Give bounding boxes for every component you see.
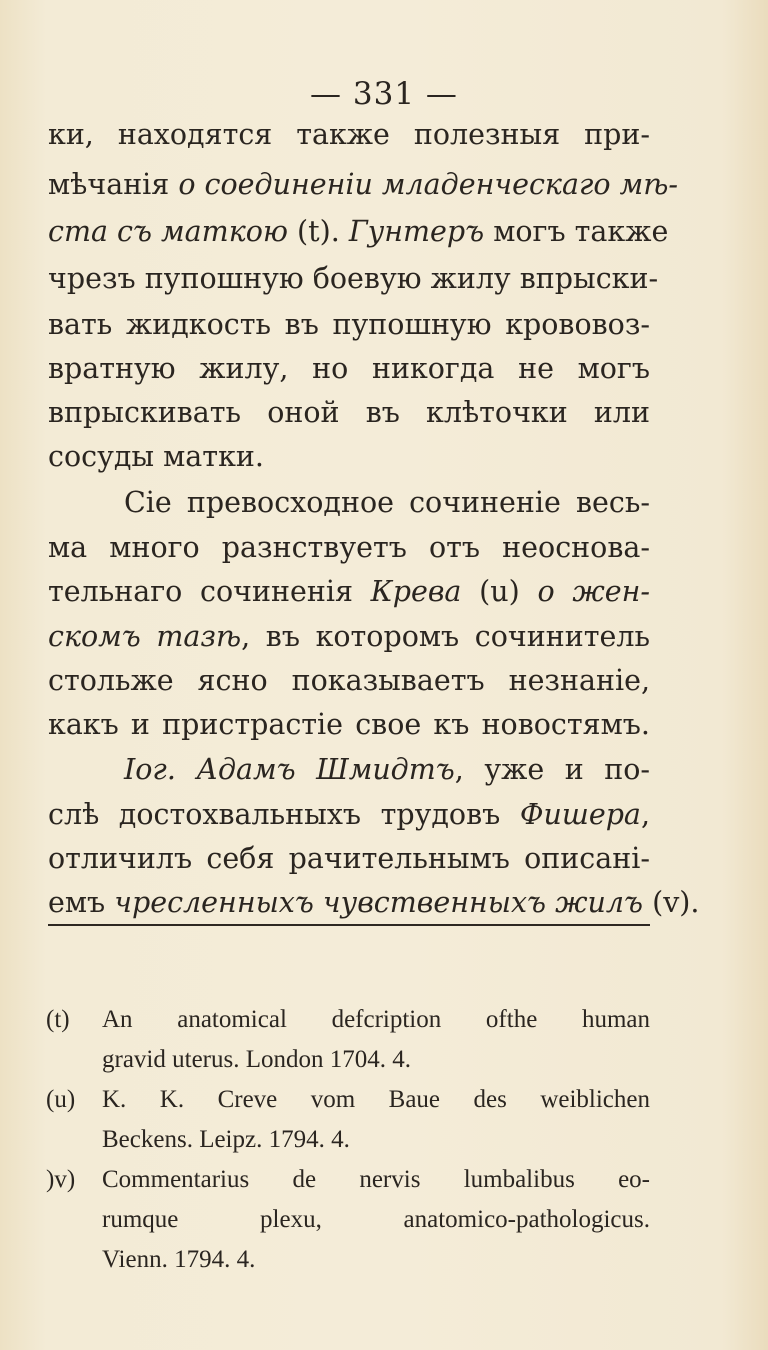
footnote-mark: )v) — [46, 1166, 76, 1193]
text-line: впрыскивать оной въ клѣточки или — [48, 396, 650, 429]
footnote-mark: (u) — [46, 1086, 76, 1113]
text-line: емъ чресленныхъ чувственныхъ жилъ (v). — [48, 886, 700, 919]
footnote-text: Commentarius de nervis lumbalibus eo- — [102, 1166, 650, 1193]
text-line: чрезъ пупошную боевую жилу впрыски- — [48, 262, 659, 295]
footnote — [46, 1200, 650, 1240]
footnote-text: rumque plexu, anatomico-pathologicus. — [102, 1206, 650, 1233]
footnote-text: K. K. Creve vom Baue des weiblichen — [102, 1086, 650, 1113]
footnote-divider — [48, 924, 650, 926]
text-line: Сіе превосходное сочиненіе весь- — [124, 486, 650, 519]
footnote — [46, 1080, 650, 1120]
text-line: ки, находятся также полезныя при- — [48, 118, 650, 151]
text-line: ста съ маткою (t). Гунтеръ могъ также — [48, 215, 669, 248]
text-line: тельнаго сочиненія Крева (u) о жен- — [48, 575, 650, 608]
text-line: вать жидкость въ пупошную крововоз- — [48, 308, 650, 341]
text-line: какъ и пристрастіе свое къ новостямъ. — [48, 708, 650, 741]
footnote — [46, 1000, 650, 1040]
text-line: отличилъ себя рачительнымъ описані- — [48, 842, 650, 875]
footnote — [46, 1160, 650, 1200]
text-line: слѣ достохвальныхъ трудовъ Фишера, — [48, 798, 650, 831]
text-line: сосуды матки. — [48, 440, 264, 473]
footnote-text: An anatomical defcription ofthe human — [102, 1006, 650, 1033]
page-number: — 331 — — [310, 76, 458, 112]
footnote-text: Beckens. Leipz. 1794. 4. — [102, 1126, 350, 1153]
footnote-mark: (t) — [46, 1006, 70, 1033]
text-line: скомъ тазѣ, въ которомъ сочинитель — [48, 620, 650, 653]
text-line: мѣчанія о соединеніи младенческаго мѣ- — [48, 168, 678, 201]
footnote — [46, 1240, 650, 1280]
text-line: вратную жилу, но никогда не могъ — [48, 352, 650, 385]
footnote-text: gravid uterus. London 1704. 4. — [102, 1046, 411, 1073]
footnote-text: Vienn. 1794. 4. — [102, 1246, 256, 1273]
footnote — [46, 1040, 650, 1080]
text-line: Іог. Адамъ Шмидтъ, уже и по- — [124, 753, 650, 786]
footnote — [46, 1120, 650, 1160]
text-line: стольже ясно показываетъ незнаніе, — [48, 664, 650, 697]
text-line: ма много разнствуетъ отъ неоснова- — [48, 531, 650, 564]
